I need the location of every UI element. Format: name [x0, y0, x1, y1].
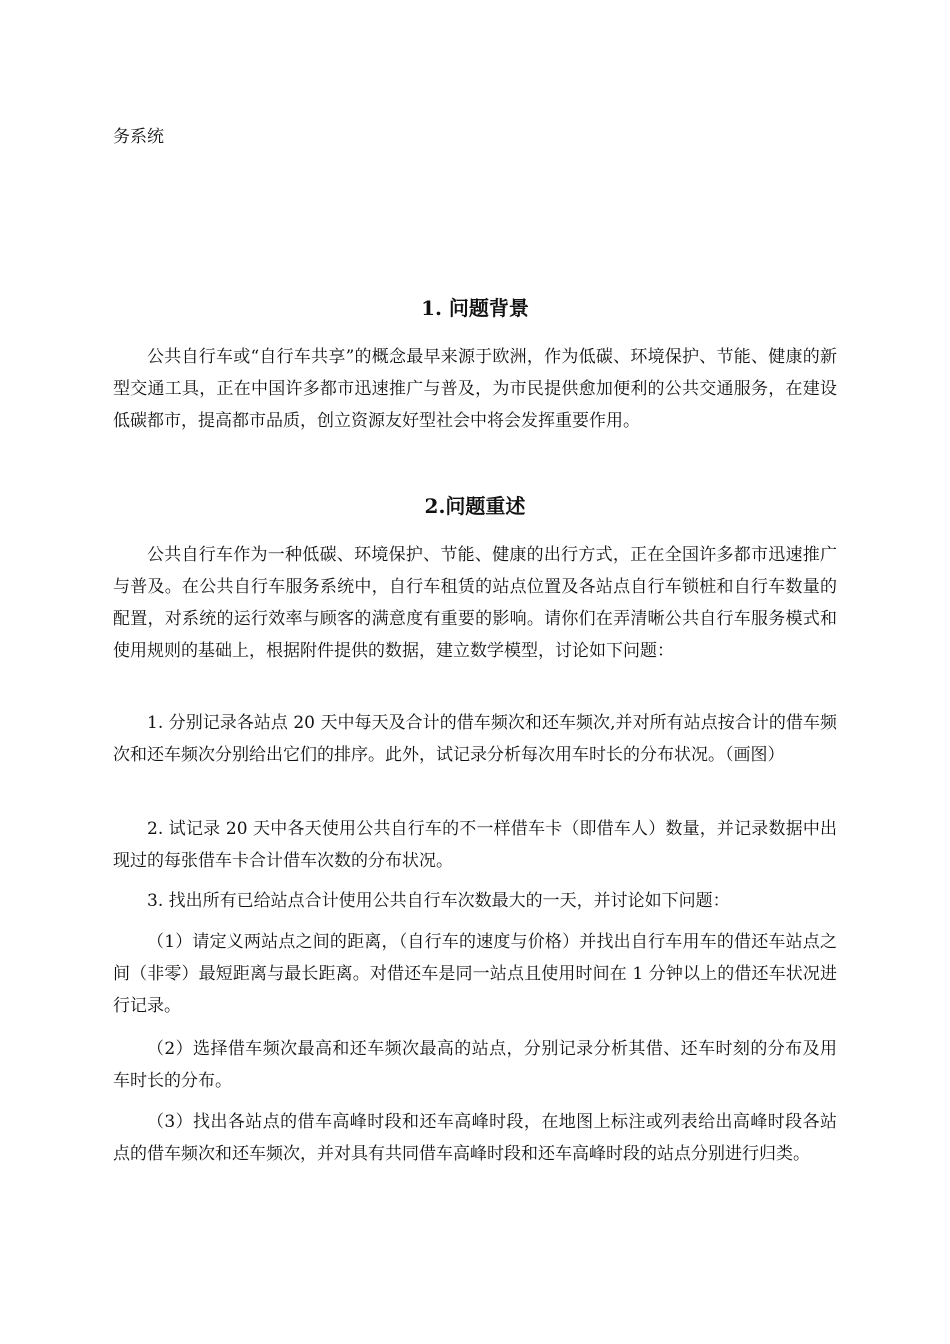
question-3-1-paragraph: （1）请定义两站点之间的距离，（自行车的速度与价格）并找出自行车用车的借还车站点之间（非零）最短距离与最长距离。对借还车是同一站点且使用时间在 1 分钟以上的借还车状况进行记录。 — [113, 932, 837, 1016]
restatement-paragraph: 公共自行车作为一种低碳、环境保护、节能、健康的出行方式，正在全国许多都市迅速推广与普及。在公共自行车服务系统中，自行车租赁的站点位置及各站点自行车锁桩和自行车数量的配置，对系统的运行效率与顾客的满意度有重要的影响。请你们在弄清晰公共自行车服务模式和使用规则的基础上，根据附件提供的数据，建立数学模型，讨论如下问题： — [113, 545, 837, 661]
section-heading-background: 1. 问题背景 — [421, 296, 529, 320]
question-3-3-paragraph: （3）找出各站点的借车高峰时段和还车高峰时段，在地图上标注或列表给出高峰时段各站点的借车频次和还车频次，并对具有共同借车高峰时段和还车高峰时段的站点分别进行归类。 — [113, 1112, 837, 1164]
page-fragment-text: 务系统 — [113, 127, 164, 147]
question-3-2-paragraph: （2）选择借车频次最高和还车频次最高的站点，分别记录分析其借、还车时刻的分布及用车时长的分布。 — [113, 1039, 837, 1091]
question-1-paragraph: 1. 分别记录各站点 20 天中每天及合计的借车频次和还车频次,并对所有站点按合计的借车频次和还车频次分别给出它们的排序。此外，试记录分析每次用车时长的分布状况。（画图） — [113, 713, 837, 765]
question-2-paragraph: 2. 试记录 20 天中各天使用公共自行车的不一样借车卡（即借车人）数量，并记录数据中出现过的每张借车卡合计借车次数的分布状况。 — [113, 819, 837, 871]
section-heading-restatement: 2.问题重述 — [424, 494, 526, 518]
question-3-paragraph: 3. 找出所有已给站点合计使用公共自行车次数最大的一天，并讨论如下问题： — [147, 891, 730, 911]
background-paragraph: 公共自行车或“自行车共享”的概念最早来源于欧洲，作为低碳、环境保护、节能、健康的新型交通工具，正在中国许多都市迅速推广与普及，为市民提供愈加便利的公共交通服务，在建设低碳都市，提高都市品质，创立资源友好型社会中将会发挥重要作用。 — [113, 347, 837, 431]
